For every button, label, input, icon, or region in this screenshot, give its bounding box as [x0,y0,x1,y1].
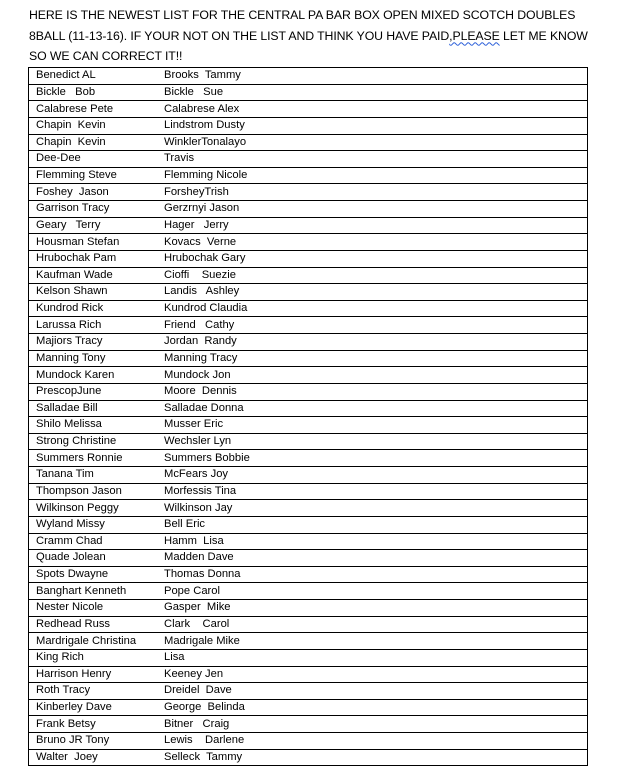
table-row [29,317,588,334]
player1-cell: Benedict AL [29,68,159,85]
player2-cell: Jordan Randy [158,334,588,351]
intro-text: HERE IS THE NEWEST LIST FOR THE CENTRAL PA BAR BOX OPEN MIXED SCOTCH DOUBLES 8BALL (11-13-16). IF YOUR NOT ON THE LIST AND THINK YOU HAVE PAID [29,8,576,43]
player2-cell: Brooks Tammy [158,68,588,85]
player2-cell: Mundock Jon [158,367,588,384]
player2-cell: Dreidel Dave [158,683,588,700]
player1-cell: Mardrigale Christina [29,633,159,650]
player2-cell: Bell Eric [158,516,588,533]
player1-cell: Geary Terry [29,217,159,234]
player1-cell: Bruno JR Tony [29,733,159,750]
table-row [29,167,588,184]
player2-cell: Hager Jerry [158,217,588,234]
player2-cell: Hamm Lisa [158,533,588,550]
player2-cell: Morfessis Tina [158,483,588,500]
player1-cell: Kinberley Dave [29,699,159,716]
player1-cell: PrescopJune [29,383,159,400]
player2-cell: Selleck Tammy [158,749,588,766]
intro-paragraph [29,5,594,67]
player1-cell: Chapin Kevin [29,134,159,151]
player1-cell: Salladae Bill [29,400,159,417]
player2-cell: George Belinda [158,699,588,716]
player1-cell: Mundock Karen [29,367,159,384]
table-row [29,500,588,517]
player2-cell: Gasper Mike [158,600,588,617]
table-row [29,583,588,600]
table-row [29,533,588,550]
player1-cell: Shilo Melissa [29,417,159,434]
player2-cell: Cioffi Suezie [158,267,588,284]
player2-cell: Pope Carol [158,583,588,600]
player1-cell: Kelson Shawn [29,284,159,301]
player2-cell: Summers Bobbie [158,450,588,467]
player2-cell: Hrubochak Gary [158,250,588,267]
table-row [29,516,588,533]
player1-cell: Nester Nicole [29,600,159,617]
player2-cell: Calabrese Alex [158,101,588,118]
player2-cell: Bitner Craig [158,716,588,733]
table-row [29,417,588,434]
player1-cell: Wyland Missy [29,516,159,533]
player1-cell: Wilkinson Peggy [29,500,159,517]
player1-cell: Calabrese Pete [29,101,159,118]
roster-table [28,67,588,766]
table-row [29,433,588,450]
player1-cell: Hrubochak Pam [29,250,159,267]
player1-cell: Harrison Henry [29,666,159,683]
player1-cell: Tanana Tim [29,467,159,484]
player1-cell: Roth Tracy [29,683,159,700]
player1-cell: Walter Joey [29,749,159,766]
player2-cell: ForsheyTrish [158,184,588,201]
table-row [29,234,588,251]
player2-cell: Gerzrnyi Jason [158,201,588,218]
player1-cell: King Rich [29,649,159,666]
table-row [29,201,588,218]
player1-cell: Thompson Jason [29,483,159,500]
player1-cell: Frank Betsy [29,716,159,733]
player2-cell: Madrigale Mike [158,633,588,650]
table-row [29,649,588,666]
table-row [29,616,588,633]
player1-cell: Flemming Steve [29,167,159,184]
table-row [29,300,588,317]
spellcheck-flagged-word[interactable]: ,PLEASE [449,28,500,43]
player1-cell: Housman Stefan [29,234,159,251]
player1-cell: Quade Jolean [29,550,159,567]
table-row [29,267,588,284]
player1-cell: Kundrod Rick [29,300,159,317]
player2-cell: WinklerTonalayo [158,134,588,151]
table-row [29,217,588,234]
table-row [29,699,588,716]
table-row [29,483,588,500]
table-row [29,400,588,417]
player2-cell: Lewis Darlene [158,733,588,750]
player2-cell: Bickle Sue [158,84,588,101]
table-row [29,733,588,750]
player2-cell: Clark Carol [158,616,588,633]
player1-cell: Manning Tony [29,350,159,367]
player1-cell: Larussa Rich [29,317,159,334]
player1-cell: Foshey Jason [29,184,159,201]
player1-cell: Banghart Kenneth [29,583,159,600]
player2-cell: Lindstrom Dusty [158,117,588,134]
table-row [29,350,588,367]
player2-cell: Musser Eric [158,417,588,434]
table-row [29,334,588,351]
player1-cell: Majiors Tracy [29,334,159,351]
table-row [29,117,588,134]
table-row [29,467,588,484]
player1-cell: Redhead Russ [29,616,159,633]
player2-cell: Wilkinson Jay [158,500,588,517]
player1-cell: Kaufman Wade [29,267,159,284]
table-row [29,566,588,583]
player1-cell: Summers Ronnie [29,450,159,467]
table-row [29,450,588,467]
player2-cell: Moore Dennis [158,383,588,400]
table-row [29,683,588,700]
table-row [29,633,588,650]
player1-cell: Garrison Tracy [29,201,159,218]
table-row [29,250,588,267]
table-row [29,550,588,567]
player1-cell: Cramm Chad [29,533,159,550]
table-row [29,666,588,683]
player1-cell: Dee-Dee [29,151,159,168]
player2-cell: Kovacs Verne [158,234,588,251]
table-row [29,101,588,118]
table-row [29,151,588,168]
player2-cell: Thomas Donna [158,566,588,583]
player1-cell: Bickle Bob [29,84,159,101]
table-row [29,68,588,85]
table-row [29,600,588,617]
player2-cell: Landis Ashley [158,284,588,301]
player2-cell: Salladae Donna [158,400,588,417]
player2-cell: Madden Dave [158,550,588,567]
player2-cell: Keeney Jen [158,666,588,683]
player2-cell: Travis [158,151,588,168]
player1-cell: Spots Dwayne [29,566,159,583]
roster-body [29,68,588,766]
intro-text-end: LET ME KNOW SO WE CAN CORRECT IT!! [29,28,588,63]
player2-cell: Lisa [158,649,588,666]
player2-cell: Manning Tracy [158,350,588,367]
table-row [29,134,588,151]
table-row [29,383,588,400]
player1-cell: Chapin Kevin [29,117,159,134]
table-row [29,284,588,301]
player2-cell: Kundrod Claudia [158,300,588,317]
player2-cell: Friend Cathy [158,317,588,334]
table-row [29,367,588,384]
player1-cell: Strong Christine [29,433,159,450]
table-row [29,749,588,766]
player2-cell: Flemming Nicole [158,167,588,184]
table-row [29,716,588,733]
player2-cell: McFears Joy [158,467,588,484]
table-row [29,84,588,101]
player2-cell: Wechsler Lyn [158,433,588,450]
table-row [29,184,588,201]
